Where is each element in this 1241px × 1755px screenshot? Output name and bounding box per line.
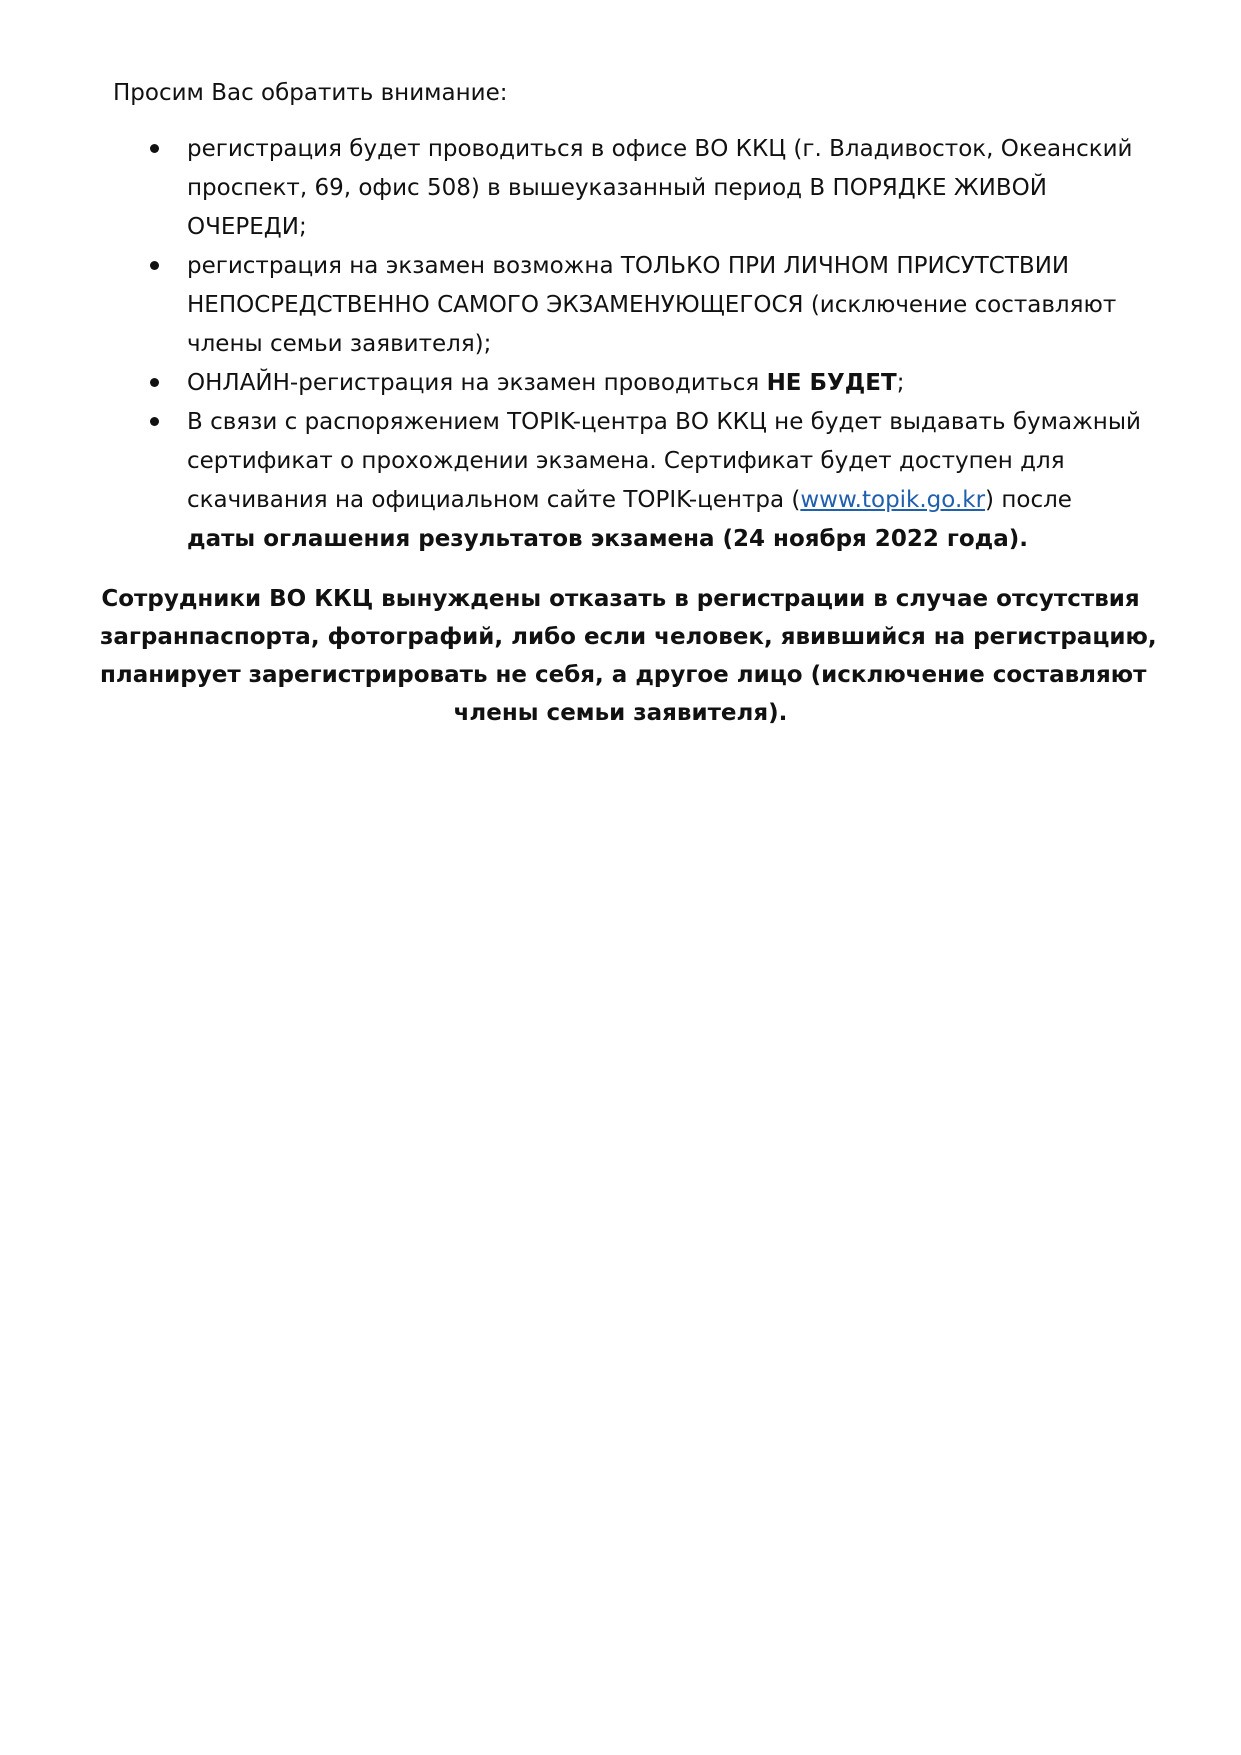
intro-text: Просим Вас обратить внимание:: [113, 80, 508, 106]
list-item: [0, 403, 1241, 559]
warning-line: Сотрудники ВО ККЦ вынуждены отказать в регистрации в случае отсутствия: [101, 586, 1140, 612]
list-item-text: [187, 130, 1167, 247]
text-line: [187, 364, 1167, 403]
topik-website-link[interactable]: www.topik.go.kr: [800, 487, 986, 513]
text-line: В связи с распоряжением TOPIK-центра ВО ККЦ не будет выдавать бумажный: [187, 409, 1141, 435]
text-segment: ОНЛАЙН-регистрация на экзамен проводиться: [187, 370, 767, 396]
list-item: [0, 247, 1241, 364]
text-line: члены семьи заявителя);: [187, 331, 492, 357]
list-item: [0, 364, 1241, 403]
list-item-text: [187, 364, 1167, 403]
bullet-icon: [150, 261, 159, 270]
text-line: регистрация на экзамен возможна ТОЛЬКО ПРИ ЛИЧНОМ ПРИСУТСТВИИ: [187, 253, 1070, 279]
warning-paragraph: [100, 580, 1157, 732]
bullet-icon: [150, 144, 159, 153]
warning-line: планирует зарегистрировать не себя, а другое лицо (исключение составляют: [100, 662, 1147, 688]
warning-line: загранпаспорта, фотографий, либо если человек, явившийся на регистрацию,: [100, 624, 1157, 650]
text-line: [187, 481, 1167, 520]
bullet-icon: [150, 378, 159, 387]
notice-list: [0, 130, 1241, 559]
list-item-text: [187, 247, 1167, 364]
warning-line: члены семьи заявителя).: [453, 700, 788, 726]
list-item-text: [187, 403, 1167, 559]
text-line: НЕПОСРЕДСТВЕННО САМОГО ЭКЗАМЕНУЮЩЕГОСЯ (исключение составляют: [187, 292, 1117, 318]
text-segment: ) после: [985, 487, 1072, 513]
results-date-text: даты оглашения результатов экзамена (24 ноября 2022 года).: [187, 526, 1028, 552]
text-segment: ;: [896, 370, 905, 396]
bullet-icon: [150, 417, 159, 426]
text-line: сертификат о прохождении экзамена. Сертификат будет доступен для: [187, 448, 1065, 474]
list-item: [0, 130, 1241, 247]
text-line: ОЧЕРЕДИ;: [187, 214, 307, 240]
text-segment: скачивания на официальном сайте TOPIK-центра (: [187, 487, 801, 513]
text-line: регистрация будет проводиться в офисе ВО ККЦ (г. Владивосток, Океанский: [187, 136, 1133, 162]
text-line: проспект, 69, офис 508) в вышеуказанный период В ПОРЯДКЕ ЖИВОЙ: [187, 175, 1047, 201]
emphasis-text: НЕ БУДЕТ: [766, 370, 897, 396]
